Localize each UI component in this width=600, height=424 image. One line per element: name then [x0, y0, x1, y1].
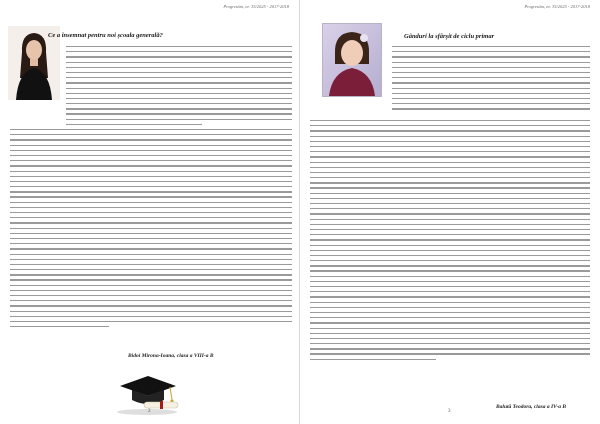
graduation-cap-diploma-image: [110, 368, 184, 416]
left-article-body-bottom: [10, 129, 292, 331]
left-article-title: Ce a însemnat pentru noi școala generală?: [48, 32, 163, 39]
right-page: [300, 0, 600, 424]
right-article-body-top: [392, 46, 590, 113]
right-page-number: 3: [448, 409, 451, 414]
student-portrait-right: [322, 23, 382, 97]
right-article-title: Gânduri la sfârșit de ciclu primar: [404, 33, 495, 40]
right-running-header: Progresăm, nr. 35/2025 - 2017-2018: [524, 4, 590, 9]
right-article-byline: Balută Teodora, clasa a IV-a B: [496, 404, 567, 410]
left-page-number: 2: [148, 409, 151, 414]
left-article-body-top: [66, 46, 292, 129]
right-article-body-bottom: [310, 120, 590, 364]
portrait-child-image: [323, 24, 381, 96]
left-running-header: Progresăm, nr. 35/2025 - 2017-2018: [223, 4, 289, 9]
left-article-byline: Bidoi Mirona-Ioana, clasa a VIII-a B: [128, 353, 214, 359]
